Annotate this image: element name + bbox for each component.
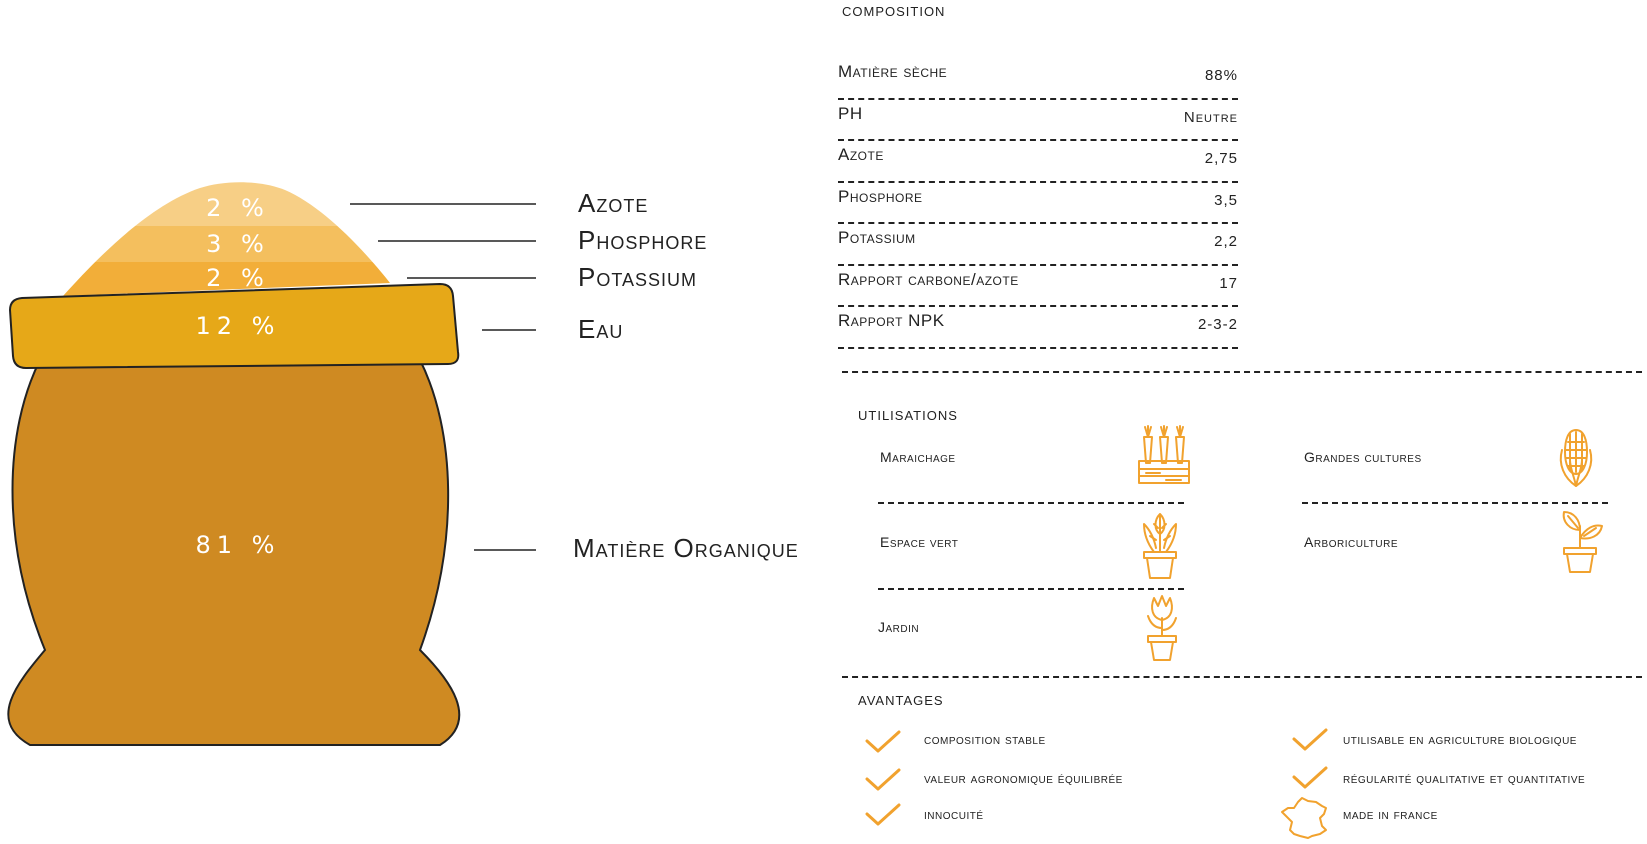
row-value: 2,75: [1204, 150, 1238, 167]
pct-label-azote: 2 %: [206, 194, 270, 222]
advantage-label: valeur agronomique équilibrée: [924, 770, 1123, 786]
section-divider: [842, 676, 1642, 678]
advantage-label: utilisable en agriculture biologique: [1343, 731, 1577, 747]
row-label: PH: [838, 103, 863, 123]
row-label: Potassium: [838, 228, 916, 247]
potted-sapling-icon: [1556, 508, 1604, 574]
use-label-arboriculture: Arboriculture: [1304, 534, 1398, 550]
row-value: 3,5: [1214, 191, 1238, 209]
use-divider: [878, 588, 1184, 590]
row-value: Neutre: [1183, 108, 1238, 126]
potted-grass-icon: [1136, 508, 1184, 580]
avantages-title: avantages: [858, 689, 944, 710]
advantage-label: régularité qualitative et quantitative: [1343, 770, 1586, 786]
pct-label-phosphore: 3 %: [206, 230, 270, 258]
row-label: Rapport carbone/azote: [838, 269, 1019, 289]
pct-label-eau: 12 %: [195, 312, 281, 340]
use-divider: [1302, 502, 1608, 504]
check-icon: [1291, 765, 1329, 791]
legend-label-potassium: Potassium: [578, 262, 698, 292]
row-value: 88%: [1204, 67, 1238, 84]
use-label-jardin: Jardin: [878, 619, 920, 635]
utilisations-title: utilisations: [858, 404, 958, 425]
row-label: Matière sèche: [838, 62, 948, 81]
france-map-icon: [1280, 796, 1330, 840]
pct-label-potassium: 2 %: [206, 264, 270, 292]
table-row: [838, 224, 1238, 266]
advantage-label: composition stable: [924, 731, 1046, 747]
legend-label-eau: Eau: [578, 314, 624, 344]
row-value: 2-3-2: [1197, 316, 1238, 333]
legend-label-matiere-organique: Matière Organique: [573, 533, 799, 563]
row-value: 17: [1219, 274, 1238, 292]
use-label-grandes-cultures: Grandes cultures: [1304, 449, 1422, 465]
table-row: [838, 266, 1238, 308]
sack-composition-diagram: [0, 0, 820, 760]
table-row: [838, 183, 1238, 225]
table-row: [838, 100, 1238, 142]
table-row: [838, 307, 1238, 349]
composition-title: composition: [842, 0, 946, 21]
legend-label-azote: Azote: [578, 188, 649, 218]
use-divider: [878, 502, 1184, 504]
use-label-espace-vert: Espace vert: [880, 534, 959, 550]
check-icon: [864, 767, 902, 793]
row-label: Phosphore: [838, 186, 923, 206]
advantage-label: made in france: [1343, 806, 1438, 822]
row-label: Azote: [838, 145, 884, 164]
check-icon: [864, 729, 902, 755]
legend-label-phosphore: Phosphore: [578, 225, 708, 255]
composition-table: [838, 58, 1238, 349]
table-row: [838, 58, 1238, 100]
table-row: [838, 141, 1238, 183]
check-icon: [864, 802, 902, 828]
carrot-crate-icon: [1136, 423, 1192, 485]
section-divider: [842, 371, 1642, 373]
potted-tulip-icon: [1140, 592, 1184, 662]
pct-label-matiere-organique: 81 %: [195, 531, 281, 559]
use-label-maraichage: Maraichage: [880, 449, 956, 465]
corn-icon: [1554, 426, 1598, 490]
advantage-label: innocuité: [924, 806, 984, 822]
row-label: Rapport NPK: [838, 311, 945, 330]
check-icon: [1291, 727, 1329, 753]
row-value: 2,2: [1214, 233, 1238, 250]
